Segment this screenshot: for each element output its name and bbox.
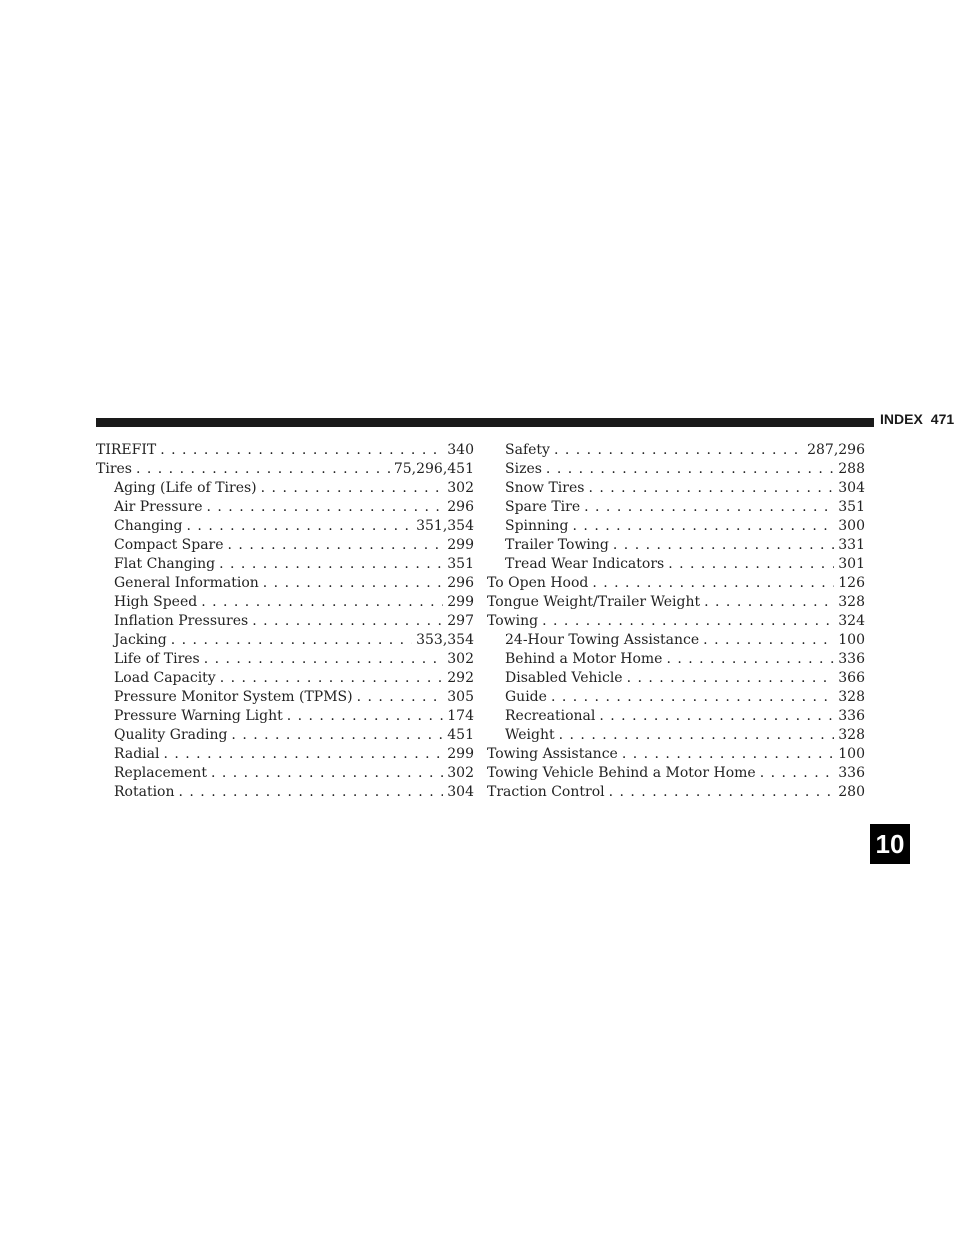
entry-label: Compact Spare xyxy=(114,537,224,553)
entry-label: Tires xyxy=(96,461,132,477)
index-entry xyxy=(487,574,865,593)
index-entry xyxy=(487,517,865,536)
dot-leader xyxy=(204,650,444,669)
index-entry xyxy=(96,650,474,669)
dot-leader xyxy=(666,650,834,669)
entry-page-numbers: 300 xyxy=(838,518,865,534)
entry-label: 24-Hour Towing Assistance xyxy=(505,632,700,648)
index-entry xyxy=(96,479,474,498)
dot-leader xyxy=(136,460,390,479)
entry-page-numbers: 296 xyxy=(447,499,474,515)
index-entry xyxy=(96,631,474,650)
dot-leader xyxy=(588,479,834,498)
entry-page-numbers: 299 xyxy=(447,537,474,553)
dot-leader xyxy=(160,441,443,460)
dot-leader xyxy=(551,688,834,707)
entry-page-numbers: 451 xyxy=(447,727,474,743)
dot-leader xyxy=(179,783,444,802)
index-entry xyxy=(487,650,865,669)
entry-label: Spare Tire xyxy=(505,499,581,515)
dot-leader xyxy=(546,460,834,479)
entry-page-numbers: 328 xyxy=(838,689,865,705)
entry-page-numbers: 353,354 xyxy=(416,632,474,648)
entry-label: Aging (Life of Tires) xyxy=(114,480,257,496)
entry-page-numbers: 302 xyxy=(447,480,474,496)
dot-leader xyxy=(592,574,834,593)
entry-page-numbers: 304 xyxy=(838,480,865,496)
index-entry xyxy=(487,498,865,517)
dot-leader xyxy=(207,498,444,517)
entry-label: TIREFIT xyxy=(96,442,157,458)
dot-leader xyxy=(704,593,834,612)
entry-label: Towing xyxy=(487,613,539,629)
entry-page-numbers: 287,296 xyxy=(807,442,865,458)
dot-leader xyxy=(573,517,835,536)
entry-label: Snow Tires xyxy=(505,480,585,496)
index-entry xyxy=(96,764,474,783)
dot-leader xyxy=(171,631,412,650)
entry-label: Tread Wear Indicators xyxy=(505,556,665,572)
entry-page-numbers: 302 xyxy=(447,651,474,667)
index-entry xyxy=(96,517,474,536)
dot-leader xyxy=(584,498,834,517)
entry-label: Life of Tires xyxy=(114,651,200,667)
dot-leader xyxy=(163,745,443,764)
index-entry xyxy=(96,441,474,460)
entry-label: Traction Control xyxy=(487,784,605,800)
entry-label: Tongue Weight/Trailer Weight xyxy=(487,594,701,610)
dot-leader xyxy=(228,536,444,555)
dot-leader xyxy=(668,555,834,574)
entry-page-numbers: 100 xyxy=(838,746,865,762)
entry-label: Towing Vehicle Behind a Motor Home xyxy=(487,765,756,781)
index-entry xyxy=(487,479,865,498)
entry-page-numbers: 331 xyxy=(838,537,865,553)
entry-label: Pressure Warning Light xyxy=(114,708,283,724)
dot-leader xyxy=(622,745,834,764)
entry-page-numbers: 336 xyxy=(838,765,865,781)
index-entry xyxy=(96,536,474,555)
entry-label: Trailer Towing xyxy=(505,537,609,553)
dot-leader xyxy=(219,555,443,574)
entry-page-numbers: 351 xyxy=(838,499,865,515)
entry-page-numbers: 296 xyxy=(447,575,474,591)
section-title: INDEX xyxy=(880,411,923,427)
entry-label: Behind a Motor Home xyxy=(505,651,663,667)
entry-label: Towing Assistance xyxy=(487,746,618,762)
index-entry xyxy=(96,593,474,612)
index-entry xyxy=(96,783,474,802)
entry-page-numbers: 366 xyxy=(838,670,865,686)
entry-label: Changing xyxy=(114,518,183,534)
entry-label: General Information xyxy=(114,575,259,591)
entry-label: Rotation xyxy=(114,784,175,800)
entry-label: Weight xyxy=(505,727,555,743)
dot-leader xyxy=(211,764,443,783)
entry-label: Disabled Vehicle xyxy=(505,670,623,686)
entry-page-numbers: 299 xyxy=(447,594,474,610)
index-entry xyxy=(96,745,474,764)
entry-page-numbers: 299 xyxy=(447,746,474,762)
entry-page-numbers: 324 xyxy=(838,613,865,629)
entry-page-numbers: 340 xyxy=(447,442,474,458)
entry-label: Load Capacity xyxy=(114,670,216,686)
page-number: 471 xyxy=(930,411,955,427)
dot-leader xyxy=(542,612,834,631)
index-entry xyxy=(487,783,865,802)
dot-leader xyxy=(187,517,413,536)
chapter-tab: 10 xyxy=(870,824,910,864)
index-entry xyxy=(487,441,865,460)
dot-leader xyxy=(357,688,444,707)
entry-page-numbers: 280 xyxy=(838,784,865,800)
dot-leader xyxy=(201,593,443,612)
entry-label: Spinning xyxy=(505,518,569,534)
entry-page-numbers: 328 xyxy=(838,727,865,743)
dot-leader xyxy=(559,726,835,745)
entry-page-numbers: 126 xyxy=(838,575,865,591)
index-entry xyxy=(96,688,474,707)
entry-label: Sizes xyxy=(505,461,542,477)
entry-page-numbers: 292 xyxy=(447,670,474,686)
entry-page-numbers: 100 xyxy=(838,632,865,648)
entry-page-numbers: 174 xyxy=(447,708,474,724)
index-column-right xyxy=(487,441,865,802)
index-entry xyxy=(487,707,865,726)
index-entry xyxy=(487,726,865,745)
entry-page-numbers: 351 xyxy=(447,556,474,572)
index-entry xyxy=(487,745,865,764)
entry-label: Recreational xyxy=(505,708,596,724)
dot-leader xyxy=(609,783,835,802)
index-entry xyxy=(96,574,474,593)
dot-leader xyxy=(220,669,444,688)
dot-leader xyxy=(263,574,444,593)
entry-page-numbers: 305 xyxy=(447,689,474,705)
index-entry xyxy=(96,498,474,517)
index-entry xyxy=(487,688,865,707)
index-entry xyxy=(96,726,474,745)
dot-leader xyxy=(287,707,444,726)
dot-leader xyxy=(231,726,443,745)
entry-label: Guide xyxy=(505,689,547,705)
entry-label: Flat Changing xyxy=(114,556,216,572)
entry-page-numbers: 75,296,451 xyxy=(393,461,474,477)
index-entry xyxy=(96,612,474,631)
index-entry xyxy=(487,460,865,479)
entry-page-numbers: 336 xyxy=(838,708,865,724)
entry-label: High Speed xyxy=(114,594,198,610)
dot-leader xyxy=(261,479,444,498)
index-entry xyxy=(487,764,865,783)
header-rule xyxy=(96,418,874,427)
index-entry xyxy=(96,460,474,479)
dot-leader xyxy=(760,764,835,783)
dot-leader xyxy=(599,707,834,726)
entry-label: Quality Grading xyxy=(114,727,228,743)
dot-leader xyxy=(252,612,443,631)
index-entry xyxy=(487,536,865,555)
entry-label: Pressure Monitor System (TPMS) xyxy=(114,689,353,705)
entry-label: Inflation Pressures xyxy=(114,613,249,629)
index-entry xyxy=(96,555,474,574)
index-entry xyxy=(487,555,865,574)
entry-page-numbers: 336 xyxy=(838,651,865,667)
entry-page-numbers: 304 xyxy=(447,784,474,800)
entry-label: To Open Hood xyxy=(487,575,589,591)
index-entry xyxy=(487,593,865,612)
dot-leader xyxy=(627,669,835,688)
running-header xyxy=(880,411,954,427)
entry-label: Air Pressure xyxy=(114,499,203,515)
entry-label: Radial xyxy=(114,746,160,762)
dot-leader xyxy=(703,631,834,650)
entry-page-numbers: 288 xyxy=(838,461,865,477)
dot-leader xyxy=(613,536,834,555)
entry-page-numbers: 328 xyxy=(838,594,865,610)
dot-leader xyxy=(554,441,803,460)
index-entry xyxy=(487,669,865,688)
index-column-left xyxy=(96,441,474,802)
index-entry xyxy=(96,669,474,688)
entry-page-numbers: 297 xyxy=(447,613,474,629)
entry-label: Jacking xyxy=(114,632,167,648)
index-entry xyxy=(487,612,865,631)
entry-page-numbers: 302 xyxy=(447,765,474,781)
entry-label: Safety xyxy=(505,442,550,458)
entry-label: Replacement xyxy=(114,765,207,781)
entry-page-numbers: 301 xyxy=(838,556,865,572)
index-entry xyxy=(96,707,474,726)
entry-page-numbers: 351,354 xyxy=(416,518,474,534)
index-entry xyxy=(487,631,865,650)
